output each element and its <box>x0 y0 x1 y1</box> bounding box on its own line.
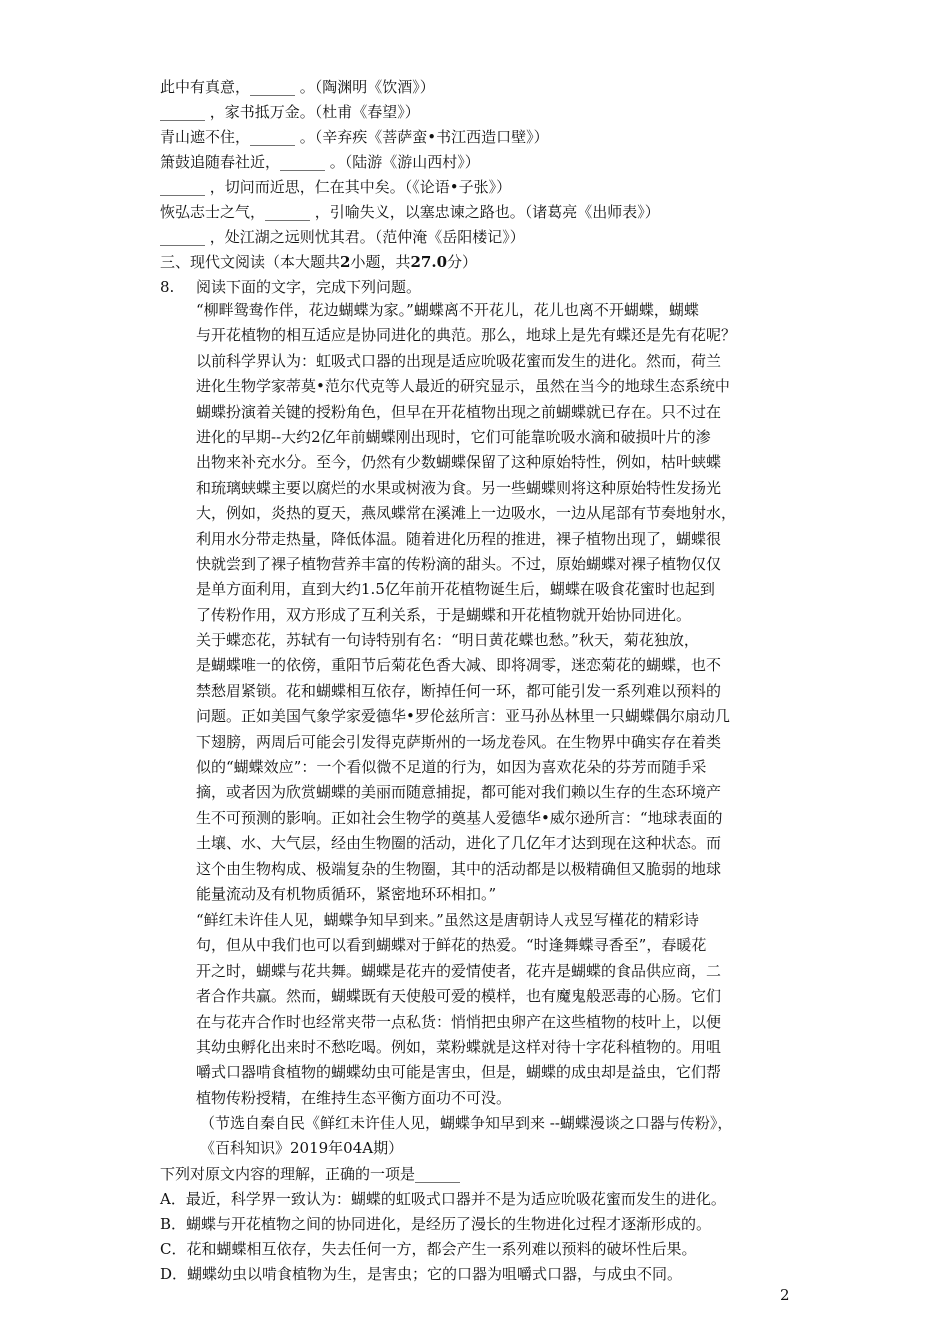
poem-line: 箫鼓追随春社近，______ 。（陆游《游山西村》） <box>160 153 480 171</box>
question-prompt: 阅读下面的文字，完成下列问题。 <box>196 278 422 296</box>
passage-line: 这个由生物构成、极端复杂的生物圈，其中的活动都是以极精确但又脆弱的地球 <box>196 859 722 878</box>
poem-line: 青山遮不住，______ 。（辛弃疾《菩萨蛮•书江西造口壁》） <box>160 128 549 146</box>
passage-line: 问题。正如美国气象学家爱德华•罗伦兹所言：亚马孙丛林里一只蝴蝶偶尔扇动几 <box>196 707 730 726</box>
passage-line: 嚼式口器啃食植物的蝴蝶幼虫可能是害虫，但是，蝴蝶的成虫却是益虫，它们帮 <box>196 1063 722 1082</box>
option-d: D．蝴蝶幼虫以啃食植物为生，是害虫；它的口器为咀嚼式口器，与成虫不同。 <box>160 1265 683 1283</box>
passage-line: 者合作共赢。然而，蝴蝶既有天使般可爱的模样，也有魔鬼般恶毒的心肠。它们 <box>196 987 722 1006</box>
option-b: B．蝴蝶与开花植物之间的协同进化，是经历了漫长的生物进化过程才逐渐形成的。 <box>160 1215 712 1233</box>
passage-line: 在与花卉合作时也经常夹带一点私货：悄悄把虫卵产在这些植物的枝叶上，以便 <box>196 1012 722 1031</box>
passage-line: 出物来补充水分。至今，仍然有少数蝴蝶保留了这种原始特性，例如，枯叶蛱蝶 <box>196 453 722 472</box>
passage-paragraph-2 <box>196 628 796 907</box>
passage-line: 蝴蝶扮演着关键的授粉角色，但早在开花植物出现之前蝴蝶就已存在。只不过在 <box>196 402 722 421</box>
passage-line: 其幼虫孵化出来时不愁吃喝。例如，菜粉蝶就是这样对待十字花科植物的。用咀 <box>196 1038 722 1057</box>
poem-line: ______ ，处江湖之远则忧其君。（范仲淹《岳阳楼记》） <box>160 228 525 246</box>
section-title <box>160 251 477 273</box>
passage-line: 利用水分带走热量，降低体温。随着进化历程的推进，裸子植物出现了，蝴蝶很 <box>196 529 722 548</box>
passage-line: 植物传粉授精，在维持生态平衡方面功不可没。 <box>196 1088 512 1107</box>
passage-line: 下翅膀，两周后可能会引发得克萨斯州的一场龙卷风。在生物界中确实存在着类 <box>196 732 722 751</box>
passage-line: 进化生物学家蒂莫•范尔代克等人最近的研究显示，虽然在当今的地球生态系统中 <box>196 377 730 396</box>
section-title-prefix: 三、现代文阅读（本大题共 <box>160 253 341 271</box>
passage-line: 似的“蝴蝶效应”：一个看似微不足道的行为，如因为喜欢花朵的芬芳而随手采 <box>196 758 707 777</box>
passage-source <box>200 1111 810 1162</box>
option-a: A．最近，科学界一致认为：蝴蝶的虹吸式口器并不是为适应吮吸花蜜而发生的进化。 <box>160 1190 726 1208</box>
passage-line: “柳畔鸳鸯作伴，花边蝴蝶为家。”蝴蝶离不开花儿，花儿也离不开蝴蝶，蝴蝶 <box>196 301 699 319</box>
question-number: 8. <box>160 278 175 296</box>
passage-line: 和琉璃蛱蝶主要以腐烂的水果或树液为食。另一些蝴蝶则将这种原始特性发扬光 <box>196 478 722 497</box>
poem-line: 恢弘志士之气，______ ，引喻失义，以塞忠谏之路也。（诸葛亮《出师表》） <box>160 203 660 221</box>
poem-line: 此中有真意，______ 。（陶渊明《饮酒》） <box>160 78 435 96</box>
poem-line: ______ ，切问而近思，仁在其中矣。（《论语•子张》） <box>160 178 512 196</box>
passage-line: 是单方面利用，直到大约1.5亿年前开花植物诞生后，蝴蝶在吸食花蜜时也起到 <box>196 580 715 599</box>
question-header <box>160 276 421 298</box>
source-line: （节选自秦自民《鲜红未许佳人见，蝴蝶争知早到来 --蝴蝶漫谈之口器与传粉》， <box>200 1114 733 1132</box>
sub-question: 下列对原文内容的理解，正确的一项是______ <box>160 1165 461 1183</box>
page-number: 2 <box>780 1286 790 1304</box>
passage-line: 关于蝶恋花，苏轼有一句诗特别有名：“明日黄花蝶也愁。”秋天，菊花独放， <box>196 631 699 649</box>
section-score: 27.0 <box>410 253 448 271</box>
section-question-count: 2 <box>340 253 351 271</box>
source-line: 《百科知识》2019年04A期） <box>200 1139 404 1158</box>
passage-line: 能量流动及有机物质循环，紧密地环环相扣。” <box>196 885 497 904</box>
passage-line: 快就尝到了裸子植物营养丰富的传粉滴的甜头。不过，原始蝴蝶对裸子植物仅仅 <box>196 555 722 574</box>
passage-line: 摘，或者因为欣赏蝴蝶的美丽而随意捕捉，都可能对我们赖以生存的生态环境产 <box>196 783 722 802</box>
passage-line: 开之时，蝴蝶与花共舞。蝴蝶是花卉的爱情使者，花卉是蝴蝶的食品供应商，二 <box>196 961 722 980</box>
passage-line: 土壤、水、大气层，经由生物圈的活动，进化了几亿年才达到现在这种状态。而 <box>196 834 722 853</box>
passage-line: 了传粉作用，双方形成了互利关系，于是蝴蝶和开花植物就开始协同进化。 <box>196 605 692 624</box>
passage-line: 禁愁眉紧锁。花和蝴蝶相互依存，断掉任何一环，都可能引发一系列难以预料的 <box>196 681 722 700</box>
passage-line: 以前科学界认为：虹吸式口器的出现是适应吮吸花蜜而发生的进化。然而，荷兰 <box>196 351 722 370</box>
passage-line: 大，例如，炎热的夏天，燕凤蝶常在溪滩上一边吸水，一边从尾部有节奏地射水， <box>196 504 737 523</box>
passage-paragraph-1 <box>196 298 796 628</box>
option-c: C．花和蝴蝶相互依存，失去任何一方，都会产生一系列难以预料的破坏性后果。 <box>160 1240 697 1258</box>
passage-paragraph-3 <box>196 908 796 1111</box>
section-title-middle: 小题，共 <box>350 253 411 271</box>
passage-line: “鲜红未许佳人见，蝴蝶争知早到来。”虽然这是唐朝诗人戎昱写槿花的精彩诗 <box>196 911 699 929</box>
passage-line: 生不可预测的影响。正如社会生物学的奠基人爱德华•威尔逊所言：“地球表面的 <box>196 808 723 827</box>
section-title-suffix: 分） <box>447 253 478 271</box>
passage-line: 句，但从中我们也可以看到蝴蝶对于鲜花的热爱。“时逢舞蝶寻香至”，春暖花 <box>196 936 707 955</box>
passage-line: 与开花植物的相互适应是协同进化的典范。那么，地球上是先有蝶还是先有花呢？ <box>196 326 737 345</box>
passage-line: 进化的早期--大约2亿年前蝴蝶刚出现时，它们可能靠吮吸水滴和破损叶片的渗 <box>196 428 711 447</box>
poem-line: ______ ，家书抵万金。（杜甫《春望》） <box>160 103 420 121</box>
passage-line: 是蝴蝶唯一的依傍，重阳节后菊花色香大减、即将凋零，迷恋菊花的蝴蝶，也不 <box>196 656 722 675</box>
